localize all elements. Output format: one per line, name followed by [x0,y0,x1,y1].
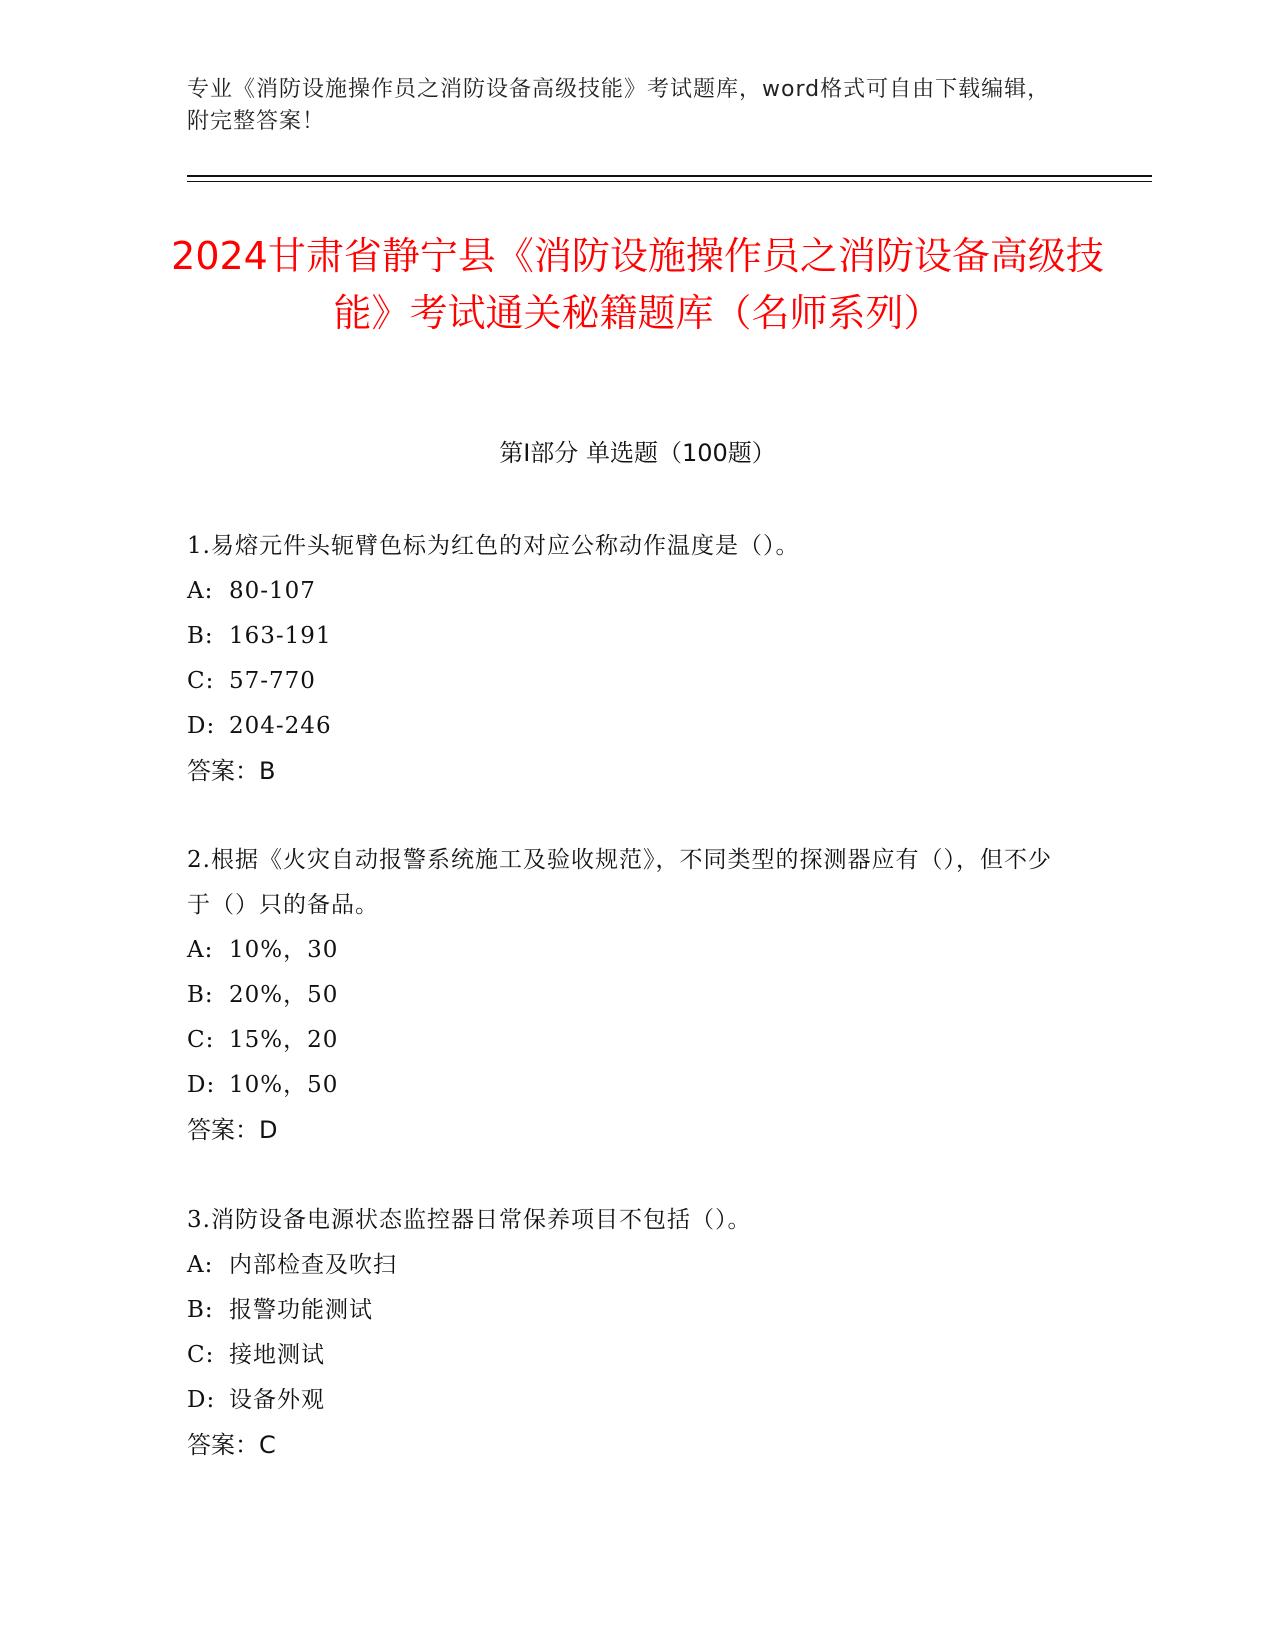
option-letter: A: [187,1252,214,1278]
option-d [187,1378,1067,1423]
option-c [187,1333,1067,1378]
option-text: 20%，50 [229,982,339,1008]
option-a [187,928,1067,973]
question-1 [187,524,1067,794]
document-title: 2024甘肃省静宁县《消防设施操作员之消防设备高级技能》考试通关秘籍题库（名师系列） [171,234,1104,335]
answer-line: 答案：D [187,1116,278,1144]
option-a [187,1243,1067,1288]
option-letter: B: [187,1297,214,1323]
option-text: 163-191 [229,623,332,649]
option-text: 80-107 [229,578,316,604]
answer-line: 答案：C [187,1431,276,1459]
option-d [187,704,1067,749]
question-3 [187,1198,1067,1468]
option-d [187,1063,1067,1108]
question-stem: 3.消防设备电源状态监控器日常保养项目不包括（）。 [187,1207,752,1233]
header-divider-thin [187,181,1152,182]
option-letter: B: [187,982,214,1008]
option-text: 内部检查及吹扫 [229,1252,397,1278]
option-text: 设备外观 [229,1387,325,1413]
header-note: 专业《消防设施操作员之消防设备高级技能》考试题库，word格式可自由下载编辑，附完整答案！ [187,77,1051,134]
section-heading: 第I部分 单选题（100题） [499,439,776,467]
option-a [187,569,1067,614]
option-text: 报警功能测试 [229,1297,373,1323]
option-c [187,659,1067,704]
header-divider-thick [187,175,1152,177]
question-stem: 1.易熔元件头轭臂色标为红色的对应公称动作温度是（）。 [187,533,800,559]
option-text: 204-246 [229,713,332,739]
answer-line: 答案：B [187,757,276,785]
option-letter: D: [187,1072,216,1098]
option-c [187,1018,1067,1063]
option-b [187,1288,1067,1333]
option-b [187,614,1067,659]
option-text: 57-770 [229,668,316,694]
option-letter: A: [187,578,214,604]
question-2 [187,838,1067,1153]
option-text: 15%，20 [229,1027,339,1053]
option-text: 10%，50 [229,1072,339,1098]
option-letter: C: [187,668,215,694]
option-letter: D: [187,713,216,739]
option-letter: D: [187,1387,216,1413]
option-letter: A: [187,937,214,963]
option-letter: B: [187,623,214,649]
question-stem: 2.根据《火灾自动报警系统施工及验收规范》，不同类型的探测器应有（），但不少于（）只的备品。 [187,847,1052,918]
option-text: 10%，30 [229,937,339,963]
option-letter: C: [187,1342,215,1368]
option-text: 接地测试 [229,1342,325,1368]
option-letter: C: [187,1027,215,1053]
option-b [187,973,1067,1018]
